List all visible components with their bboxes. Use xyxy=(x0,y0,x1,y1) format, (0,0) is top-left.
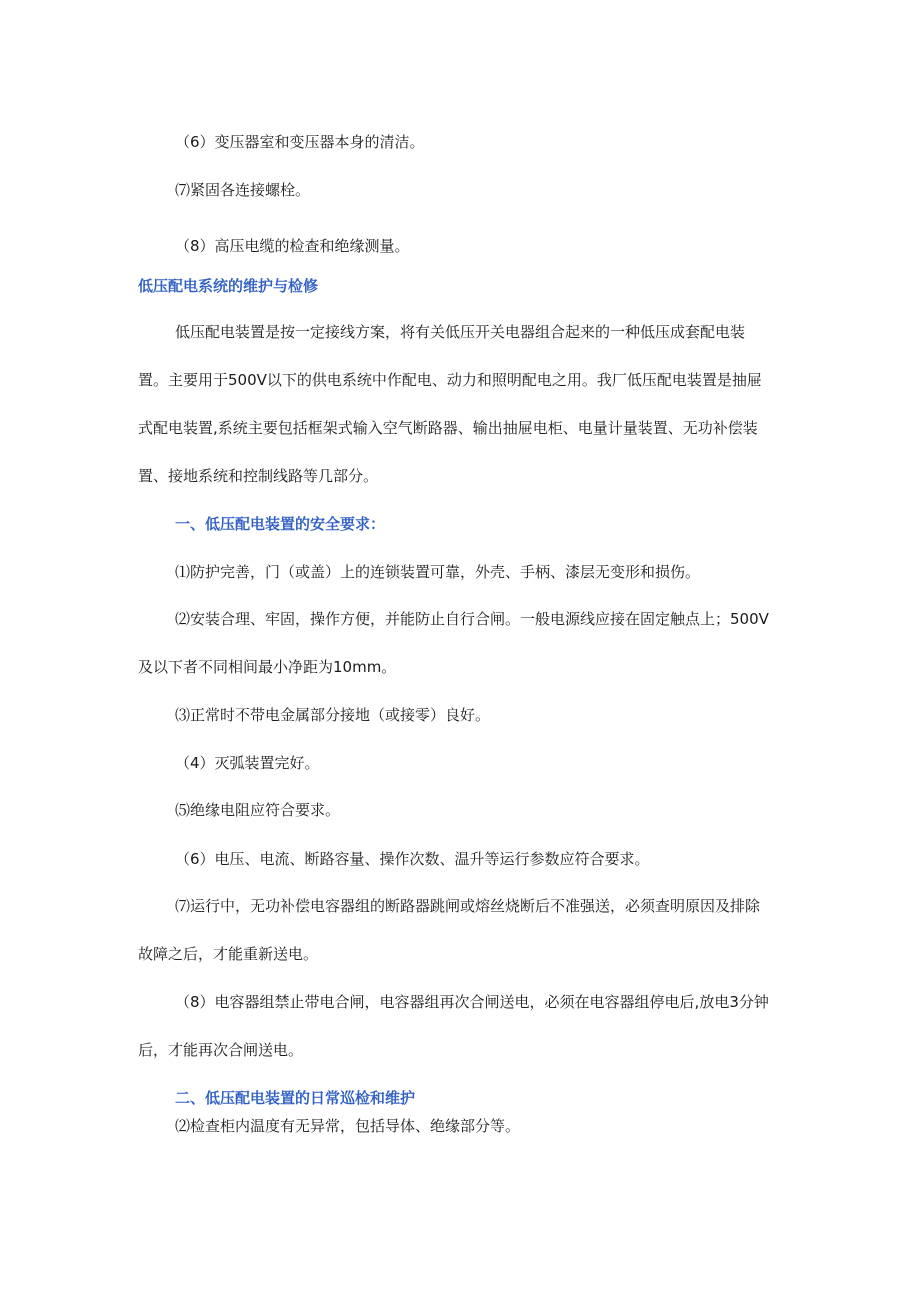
requirement-7-line-1: ⑺运行中，无功补偿电容器组的断路器跳闸或熔丝烧断后不准强送，必须查明原因及排除 xyxy=(175,897,761,915)
intro-line-1: 低压配电装置是按一定接线方案，将有关低压开关电器组合起来的一种低压成套配电装 xyxy=(175,323,746,341)
requirement-5: ⑸绝缘电阻应符合要求。 xyxy=(175,801,341,819)
item-6-clean: （6）变压器室和变压器本身的清洁。 xyxy=(175,133,425,151)
inspection-item-2: ⑵检查柜内温度有无异常，包括导体、绝缘部分等。 xyxy=(175,1117,521,1135)
intro-line-2: 置。主要用于500V以下的供电系统中作配电、动力和照明配电之用。我厂低压配电装置是抽屉 xyxy=(138,371,762,389)
requirement-2-line-1: ⑵安装合理、牢固，操作方便，并能防止自行合闸。一般电源线应接在固定触点上；500V xyxy=(175,610,769,628)
intro-line-4: 置、接地系统和控制线路等几部分。 xyxy=(138,467,379,485)
intro-line-3: 式配电装置,系统主要包括框架式输入空气断路器、输出抽屉电柜、电量计量装置、无功补偿装 xyxy=(138,419,758,437)
requirement-8-line-1: （8）电容器组禁止带电合闸，电容器组再次合闸送电，必须在电容器组停电后,放电3分钟 xyxy=(175,993,769,1011)
requirement-7-line-2: 故障之后，才能重新送电。 xyxy=(138,945,319,963)
requirement-8-line-2: 后，才能再次合闸送电。 xyxy=(138,1041,304,1059)
subheading-safety-requirements: 一、低压配电装置的安全要求： xyxy=(175,515,386,533)
requirement-6: （6）电压、电流、断路容量、操作次数、温升等运行参数应符合要求。 xyxy=(175,850,650,868)
subheading-daily-inspection: 二、低压配电装置的日常巡检和维护 xyxy=(175,1089,416,1107)
item-7-bolts: ⑺紧固各连接螺栓。 xyxy=(175,181,311,199)
requirement-4: （4）灭弧装置完好。 xyxy=(175,754,320,772)
requirement-1: ⑴防护完善，门（或盖）上的连锁装置可靠，外壳、手柄、漆层无变形和损伤。 xyxy=(175,563,701,581)
item-8-cable: （8）高压电缆的检查和绝缘测量。 xyxy=(175,237,410,255)
section-title: 低压配电系统的维护与检修 xyxy=(138,277,319,295)
requirement-3: ⑶正常时不带电金属部分接地（或接零）良好。 xyxy=(175,706,491,724)
requirement-2-line-2: 及以下者不同相间最小净距为10mm。 xyxy=(138,658,397,676)
